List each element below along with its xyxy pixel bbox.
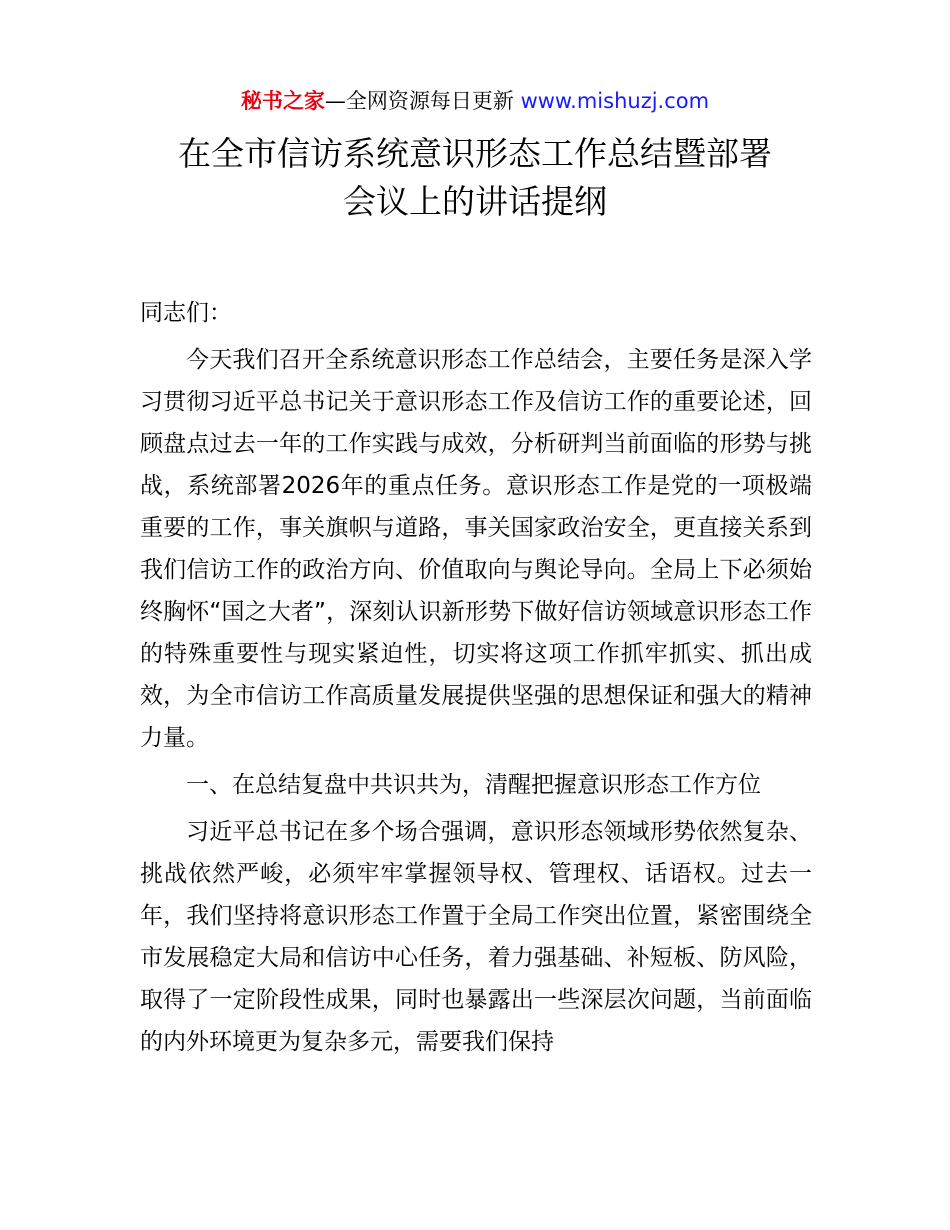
paragraph-intro: 今天我们召开全系统意识形态工作总结会，主要任务是深入学习贯彻习近平总书记关于意识形态工作及信访工作的重要论述，回顾盘点过去一年的工作实践与成效，分析研判当前面临的形势与挑战，系统部署2026年的重点任务。意识形态工作是党的一项极端重要的工作，事关旗帜与道路，事关国家政治安全，更直接关系到我们信访工作的政治方向、价值取向与舆论导向。全局上下必须始终胸怀“国之大者”，深刻认识新形势下做好信访领域意识形态工作的特殊重要性与现实紧迫性，切实将这项工作抓牢抓实、抓出成效，为全市信访工作高质量发展提供坚强的思想保证和强大的精神力量。 — [140, 347, 812, 751]
title-line-2: 会议上的讲话提纲 — [343, 182, 607, 221]
watermark-header — [0, 86, 950, 116]
paragraph-section-1: 习近平总书记在多个场合强调，意识形态领域形势依然复杂、挑战依然严峻，必须牢牢掌握领导权、管理权、话语权。过去一年，我们坚持将意识形态工作置于全局工作突出位置，紧密围绕全市发展稳定大局和信访中心任务，着力强基础、补短板、防风险，取得了一定阶段性成果，同时也暴露出一些深层次问题，当前面临的内外环境更为复杂多元，需要我们保持 — [140, 819, 812, 1055]
brand-name: 秘书之家 — [240, 89, 325, 113]
title-line-1: 在全市信访系统意识形态工作总结暨部署 — [178, 134, 772, 173]
header-tagline: —全网资源每日更新 — [324, 89, 521, 113]
document-title — [0, 130, 950, 226]
document-body — [140, 292, 812, 1063]
site-link[interactable]: www.mishuzj.com — [520, 89, 710, 113]
salutation: 同志们： — [140, 300, 232, 326]
section-heading-1: 一、在总结复盘中共识共为，清醒把握意识形态工作方位 — [186, 772, 761, 798]
